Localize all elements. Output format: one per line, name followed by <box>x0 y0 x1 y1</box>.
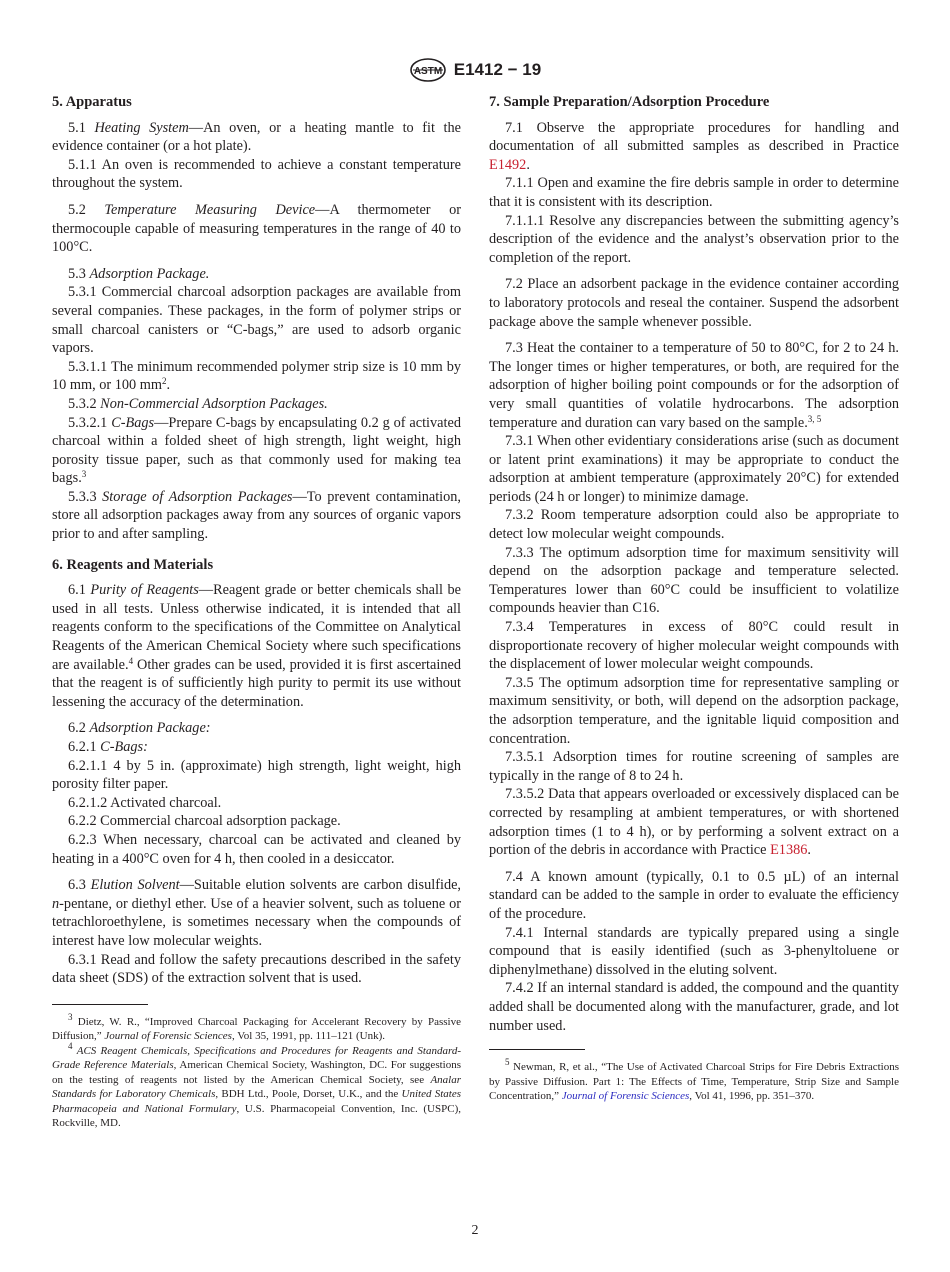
para-5-3-3: 5.3.3 Storage of Adsorption Packages—To prevent contamination, store all adsorption packages away from any sources of organic vapors prior to and after sampling. <box>52 488 462 543</box>
para-7-1-1: 7.1.1 Open and examine the fire debris sample in order to determine that it is consistent with its description. <box>489 175 899 210</box>
para-7-2: 7.2 Place an adsorbent package in the evidence container according to laboratory protocols and reseal the container. Suspend the adsorbent package above the sample whenever possible. <box>489 276 899 330</box>
para-7-4-1: 7.4.1 Internal standards are typically prepared using a single compound that is easily identified (such as 3-phenyltoluene or diphenylmethane) dissolved in the eluting solvent. <box>489 924 899 978</box>
journal-forensic-sciences-link[interactable]: Journal of Forensic Sciences <box>561 1090 690 1103</box>
para-5-3-2-1: 5.3.2.1 C-Bags—Prepare C-bags by encapsulating 0.2 g of activated charcoal within a folded sheet of high strength, light weight, high porosity tissue paper, such as that commonly used for making tea bags.$^3$ <box>52 414 461 487</box>
para-5-2: 5.2 Temperature Measuring Device—A thermometer or thermocouple capable of measuring temperatures in the range of 40 to 100°C. <box>52 201 461 256</box>
para-6-1: 6.1 Purity of Reagents—Reagent grade or better chemicals shall be used in all tests. Unless otherwise indicated, it is intended that all reagents conform to the specifications of the Committee on Analytical Reagents of the American Chemical Society where such specifications are available.$^4$ Other grades can be used, provided it is first ascertained that the reagent is of sufficiently high purity to permit its use without lessening the accuracy of the determination. <box>52 582 461 710</box>
para-6-3-1: 6.3.1 Read and follow the safety precautions described in the safety data sheet (SDS) of the extraction solvent that is used. <box>52 951 461 987</box>
right-column <box>489 93 899 1104</box>
section-7-heading: 7. Sample Preparation/Adsorption Procedure <box>489 94 770 110</box>
section-5-heading: 5. Apparatus <box>52 94 132 110</box>
para-7-4: 7.4 A known amount (typically, 0.1 to 0.5 µL) of an internal standard can be added to the sample in order to evaluate the efficiency of the procedure. <box>489 868 899 922</box>
para-5-1: 5.1 Heating System—An oven, or a heating mantle to fit the evidence container (or a hot plate). <box>52 119 462 155</box>
para-5-3-2: 5.3.2 Non-Commercial Adsorption Packages. <box>68 395 328 412</box>
para-7-3-2: 7.3.2 Room temperature adsorption could also be appropriate to detect low molecular weight compounds. <box>489 507 899 543</box>
para-7-3-5-1: 7.3.5.1 Adsorption times for routine screening of samples are typically in the range of 8 to 24 h. <box>489 749 899 784</box>
para-6-2-3: 6.2.3 When necessary, charcoal can be activated and cleaned by heating in a 400°C oven for 4 h, then cooled in a desiccator. <box>52 831 461 867</box>
para-7-3: 7.3 Heat the container to a temperature of 50 to 80°C, for 2 to 24 h. The longer times or higher temperatures, or both, are required for the adsorption of higher boiling point compounds or for the adsorption of very small quantities of volatile hydrocarbons. The adsorption temperature and duration can vary based on the sample.$^{3, 5}$ <box>489 340 899 431</box>
astm-logo-text: ASTM <box>413 66 442 77</box>
practice-e1492-link[interactable]: E1492 <box>489 156 527 173</box>
para-5-3-1-1: 5.3.1.1 The minimum recommended polymer strip size is 10 mm by 10 mm, or 100 $mm^2$. <box>52 358 461 394</box>
para-5-3: 5.3 Adsorption Package. <box>68 265 210 282</box>
section-6-heading: 6. Reagents and Materials <box>52 556 214 573</box>
para-5-1-1: 5.1.1 An oven is recommended to achieve a constant temperature throughout the system. <box>52 156 461 192</box>
footnote-4: $^4$ ACS Reagent Chemicals, Specifications and Procedures for Reagents and Standard-Grade Reference Materials, American Chemical Society, Washington, DC. For suggestions on the testing of reagents not listed by the American Chemical Society, see Analar Standards for Laboratory Chemicals, BDH Ltd., Poole, Dorset, U.K., and the United States Pharmacopeia and National Formulary, U.S. Pharmacopeial Convention, Inc. (USPC), Rockville, MD. <box>52 1040 462 1130</box>
footnote-ref-3: 3 <box>81 469 87 480</box>
footnotes-right <box>489 1049 899 1104</box>
para-7-3-1: 7.3.1 When other evidentiary considerations arise (such as document or latent print examinations) it may be appropriate to conduct the adsorption at ambient temperature (approximately 20°C) for extended periods (24 h or longer) to minimize damage. <box>489 433 899 505</box>
footnote-rule <box>489 1049 585 1050</box>
para-7-1: 7.1 Observe the appropriate procedures for handling and documentation of all submitted samples as described in Practice E1492. <box>489 119 899 173</box>
footnote-ref-3-5: 3, 5 <box>807 413 822 424</box>
footnote-5: $^5$ Newman, R, et al., “The Use of Activated Charcoal Strips for Fire Debris Extractions by Passive Diffusion. Part 1: The Effects of Time, Temperature, Strip Size and Sample Concentration,” Journal of Forensic Sciences, Vol 41, 1996, pp. 351–370. <box>489 1057 899 1103</box>
para-6-3: 6.3 Elution Solvent—Suitable elution solvents are carbon disulfide, n-pentane, or diethyl ether. Use of a heavier solvent, such as toluene or tetrachloroethylene, is sometimes necessary when the compounds of interest have low molecular weights. <box>52 877 462 949</box>
para-6-2-1-1: 6.2.1.1 4 by 5 in. (approximate) high strength, light weight, high porosity filter paper. <box>52 757 461 793</box>
para-7-4-2: 7.4.2 If an internal standard is added, the compound and the quantity added shall be documented along with the manufacturer, grade, and lot number used. <box>489 980 899 1034</box>
astm-logo-icon <box>409 58 447 82</box>
para-6-2-1: 6.2.1 C-Bags: <box>68 739 148 755</box>
para-7-3-3: 7.3.3 The optimum adsorption time for maximum sensitivity will depend on the adsorption package and temperature selected. Temperatures lower than 60°C could be insufficient to volatilize compounds heavier than C16. <box>489 544 899 617</box>
document-designation: E1412 − 19 <box>453 60 542 79</box>
para-7-1-1-1: 7.1.1.1 Resolve any discrepancies between the submitting agency’s description of the evidence and the analyst’s observation prior to the completion of the report. <box>489 212 899 266</box>
left-column <box>52 93 461 1131</box>
page-number: 2 <box>471 1223 479 1238</box>
footnote-rule <box>52 1004 148 1005</box>
footnotes-left <box>52 1004 461 1131</box>
para-6-2-1-2: 6.2.1.2 Activated charcoal. <box>68 794 222 811</box>
para-6-2-2: 6.2.2 Commercial charcoal adsorption package. <box>68 813 341 830</box>
practice-e1386-link[interactable]: E1386 <box>770 842 808 859</box>
para-5-3-1: 5.3.1 Commercial charcoal adsorption packages are available from several companies. These packages, in the form of polymer strips or small charcoal canisters or “C-bags,” are used to adsorb organic vapors. <box>52 284 461 357</box>
para-6-2: 6.2 Adsorption Package: <box>68 720 211 737</box>
para-7-3-5: 7.3.5 The optimum adsorption time for representative sampling or maximum sensitivity, or both, will depend on the adsorption package, the adsorption temperature, and the ignitable liquid composition and concentration. <box>489 674 899 747</box>
page-header <box>0 57 950 83</box>
para-7-3-5-2: 7.3.5.2 Data that appears overloaded or excessively displaced can be corrected by resampling at ambient temperatures, or with shortened adsorption times (1 to 4 h), or by performing a solvent extract on a portion of the debris in accordance with Practice E1386. <box>489 786 899 859</box>
footnote-ref-4: 4 <box>128 655 134 666</box>
para-7-3-4: 7.3.4 Temperatures in excess of 80°C could result in disproportionate recovery of higher molecular weight compounds with the displacement of lower molecular weight compounds. <box>489 619 899 673</box>
footnote-3: $^3$ Dietz, W. R., “Improved Charcoal Packaging for Accelerant Recovery by Passive Diffusion,” Journal of Forensic Sciences, Vol 35, 1991, pp. 111–121 (Unk). <box>52 1011 461 1043</box>
